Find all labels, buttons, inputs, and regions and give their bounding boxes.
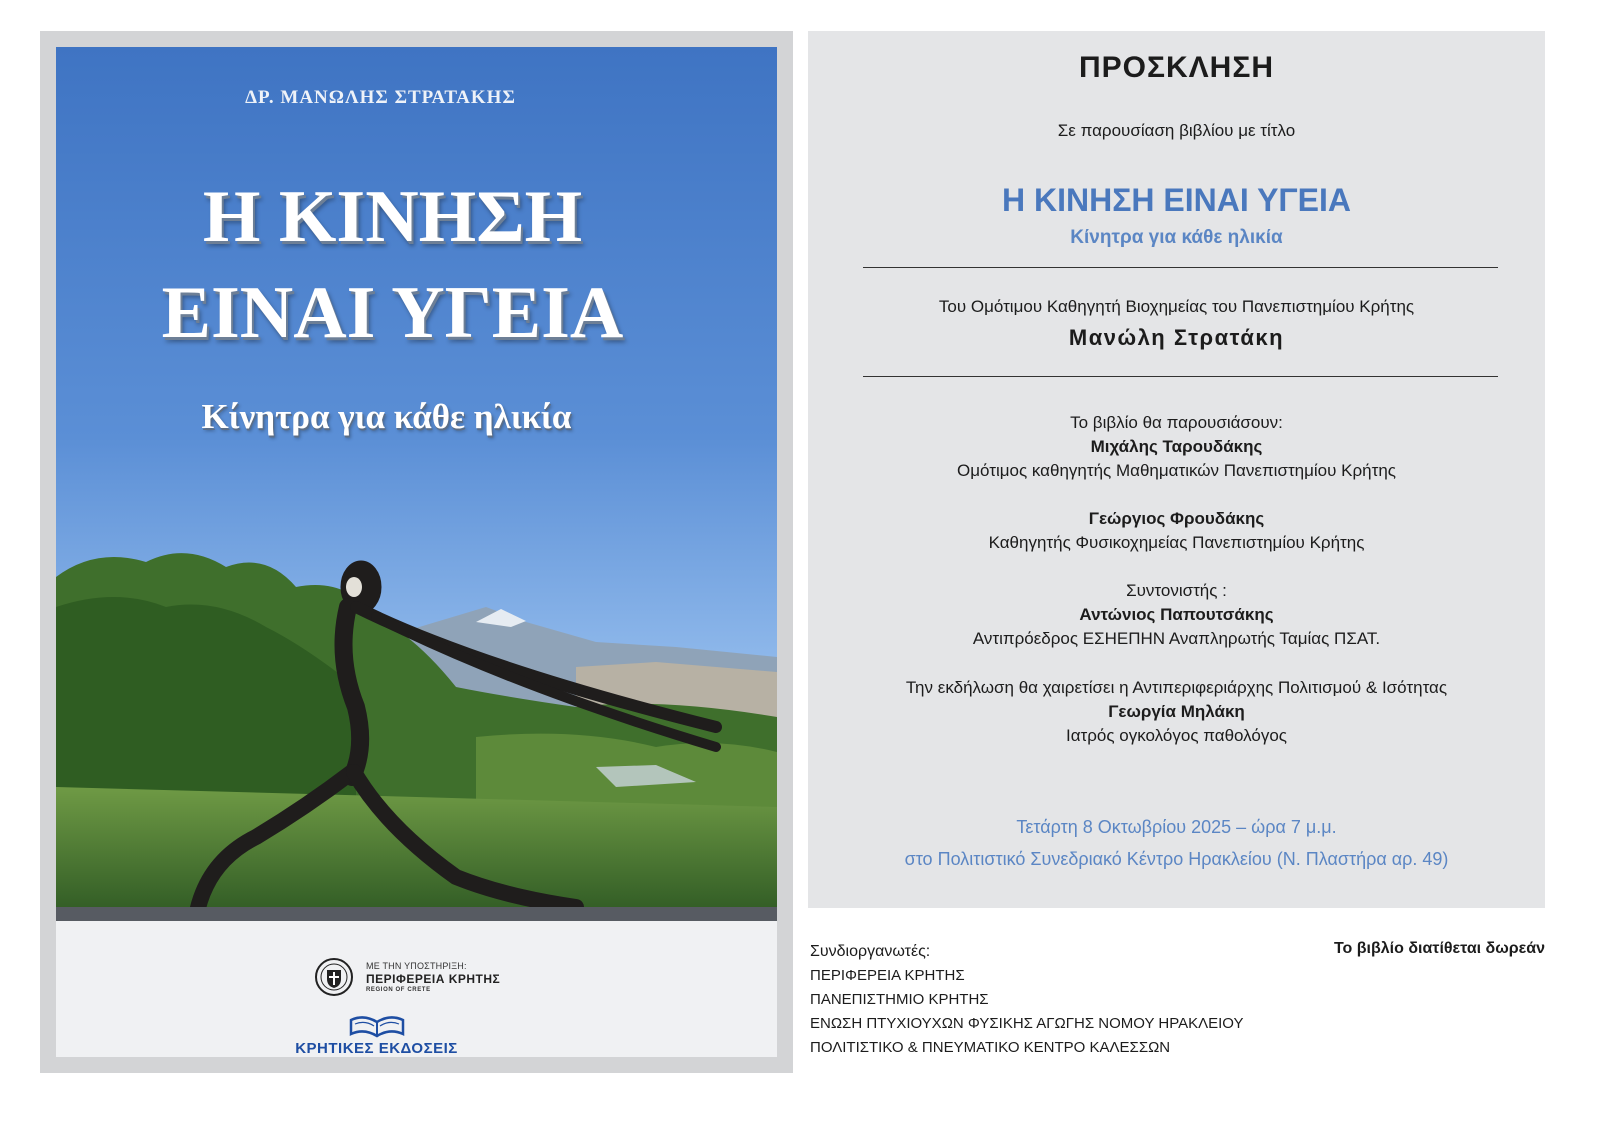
presenter2-section [808,507,1545,555]
publisher-name: ΚΡΗΤΙΚΕΣ ΕΚΔΟΣΕΙΣ [295,1040,458,1057]
divider-bottom [863,376,1498,377]
publisher-block [56,1012,737,1057]
moderator-label: Συντονιστής : [1126,581,1227,600]
event-date-time: Τετάρτη 8 Οκτωβρίου 2025 – ώρα 7 μ.μ. [1016,817,1337,837]
moderator-section [808,579,1545,651]
coorganizer-item: ΠΑΝΕΠΙΣΤΗΜΙΟ ΚΡΗΤΗΣ [810,991,989,1008]
author-name: Μανώλη Στρατάκη [1068,325,1285,350]
coorganizers-block [810,940,1330,1060]
book-cover [56,47,777,1057]
greeter-name: Γεωργία Μηλάκη [1108,702,1245,721]
greeter-role: Ιατρός ογκολόγος παθολόγος [1066,726,1287,745]
book-cover-frame [40,31,793,1073]
cover-title-line2: ΕΙΝΑΙ ΥΓΕΙΑ [161,272,624,354]
author-role: Του Ομότιμου Καθηγητή Βιοχημείας του Πανεπιστημίου Κρήτης [938,297,1415,316]
divider-top [863,267,1498,268]
invitation-intro: Σε παρουσίαση βιβλίου με τίτλο [1057,121,1296,140]
invitation-panel [808,31,1545,908]
invitation-heading: ΠΡΟΣΚΛΗΣΗ [1078,51,1275,84]
presenter1-role: Ομότιμος καθηγητής Μαθηματικών Πανεπιστημίου Κρήτης [957,461,1396,480]
greeting-section [808,676,1545,748]
coorganizer-item: ΕΝΩΣΗ ΠΤΥΧΙΟΥΧΩΝ ΦΥΣΙΚΗΣ ΑΓΩΓΗΣ ΝΟΜΟΥ ΗΡΑΚΛΕΙΟΥ [810,1015,1244,1032]
hellenic-seal-icon [314,957,354,997]
invitation-book-subtitle: Κίνητρα για κάθε ηλικία [1070,227,1283,248]
moderator-role: Αντιπρόεδρος ΕΣΗΕΠΗΝ Αναπληρωτής Ταμίας ΠΣΑΤ. [972,629,1381,648]
coorganizers-title: Συνδιοργανωτές: [810,943,931,960]
cover-subtitle: Κίνητρα για κάθε ηλικία [201,397,572,436]
coorganizer-item: ΠΟΛΙΤΙΣΤΙΚΟ & ΠΝΕΥΜΑΤΙΚΟ ΚΕΝΤΡΟ ΚΑΛΕΣΣΩΝ [810,1039,1171,1056]
support-block [314,957,514,1001]
presenters-label: Το βιβλίο θα παρουσιάσουν: [1070,413,1283,432]
coorganizer-item: ΠΕΡΙΦΕΡΕΙΑ ΚΡΗΤΗΣ [810,967,965,984]
support-label: ΜΕ ΤΗΝ ΥΠΟΣΤΗΡΙΞΗ: [366,961,467,971]
free-book-note: Το βιβλίο διατίθεται δωρεάν [1333,940,1545,957]
presenter2-name: Γεώργιος Φρουδάκης [1088,509,1265,528]
cover-title-line1: Η ΚΙΝΗΣΗ [202,176,583,258]
invitation-book-title: Η ΚΙΝΗΣΗ ΕΙΝΑΙ ΥΓΕΙΑ [1002,182,1351,218]
presenter1-name: Μιχάλης Ταρουδάκης [1090,437,1263,456]
support-region: ΠΕΡΙΦΕΡΕΙΑ ΚΡΗΤΗΣ [366,972,501,986]
cover-author: ΔΡ. ΜΑΝΩΛΗΣ ΣΤΡΑΤΑΚΗΣ [245,87,516,108]
support-region-en: REGION OF CRETE [366,987,431,993]
presenter2-role: Καθηγητής Φυσικοχημείας Πανεπιστημίου Κρήτης [988,533,1365,552]
open-book-icon [347,1012,407,1038]
cover-title [56,169,753,361]
moderator-name: Αντώνιος Παπουτσάκης [1079,605,1274,624]
greeting-line: Την εκδήλωση θα χαιρετίσει η Αντιπεριφεριάρχης Πολιτισμού & Ισότητας [905,678,1448,697]
presenters-section [808,411,1545,483]
event-venue: στο Πολιτιστικό Συνεδριακό Κέντρο Ηρακλείου (Ν. Πλαστήρα αρ. 49) [904,849,1449,869]
